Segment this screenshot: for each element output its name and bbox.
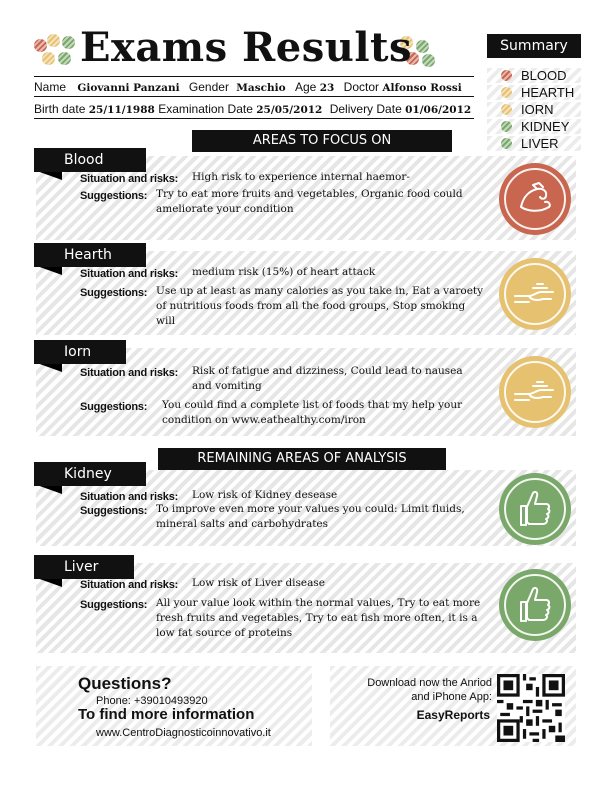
suggestions-text: You could find a complete list of foods that my help your condition on www.eathealthy.com/iron [162, 399, 463, 426]
suggestions-label: Suggestions: [80, 287, 148, 299]
doctor-label: Doctor [343, 80, 380, 94]
thumbs-up-icon [499, 569, 571, 641]
title-dots [34, 34, 78, 68]
thumbs-up-icon [499, 473, 571, 545]
hand-icon [499, 258, 571, 330]
delivery-label: Delivery Date [329, 102, 402, 116]
suggestions-label: Suggestions: [80, 190, 148, 202]
name-value: Giovanni Panzani [77, 82, 180, 94]
summary-item-label: BLOOD [521, 68, 567, 83]
situation-text: medium risk (15%) of heart attack [192, 266, 376, 278]
situation-text: Low risk of Liver disease [192, 577, 326, 589]
section-title-liver: Liver [34, 555, 134, 579]
remaining-banner: REMAINING AREAS OF ANALYSIS [158, 448, 446, 470]
birth-value: 25/11/1988 [88, 104, 155, 116]
section-title-iorn: Iorn [34, 340, 126, 364]
download-text-2: and iPhone App: [411, 691, 492, 703]
gender-value: Maschio [236, 82, 286, 94]
suggestions-text: Try to eat more fruits and vegetables, Organic food could ameliorate your condition [156, 188, 463, 215]
situation-label: Situation and risks: [80, 268, 179, 280]
dot-red [34, 39, 47, 52]
status-circle-iorn [499, 356, 571, 428]
summary-title: Summary [487, 34, 581, 58]
patient-info-row [34, 80, 479, 94]
suggestions-text: All your value look within the normal values, Try to eat more fresh fruits and vegetables, Try to eat fish more often, it is a low fat source of proteins [156, 597, 481, 639]
muscle-icon [499, 163, 571, 235]
questions-heading: Questions? [78, 674, 172, 693]
suggestions-label: Suggestions: [80, 401, 148, 413]
suggestions-label: Suggestions: [80, 505, 148, 517]
section-title-blood: Blood [34, 148, 146, 172]
focus-banner: AREAS TO FOCUS ON [192, 130, 452, 152]
summary-item-label: KIDNEY [521, 119, 570, 134]
exam-value: 25/05/2012 [256, 104, 323, 116]
summary-item-label: LIVER [521, 136, 559, 151]
situation-label: Situation and risks: [80, 367, 179, 379]
situation-label: Situation and risks: [80, 173, 179, 185]
summary-dot-icon [501, 70, 512, 81]
dot-green-3 [416, 40, 429, 53]
age-value: 23 [319, 82, 335, 94]
info-rule-1 [34, 96, 474, 97]
gender-label: Gender [188, 80, 229, 94]
status-circle-kidney [499, 473, 571, 545]
summary-item-liver[interactable] [487, 136, 581, 151]
situation-label: Situation and risks: [80, 491, 179, 503]
dot-green-4 [422, 54, 435, 67]
status-circle-blood [499, 163, 571, 235]
age-label: Age [295, 80, 317, 94]
situation-text: Low risk of Kidney desease [192, 489, 338, 501]
dot-yellow-2 [42, 52, 55, 65]
dot-yellow [47, 34, 60, 47]
name-label: Name [34, 80, 67, 94]
situation-text: High risk to experience internal haemor- [192, 171, 410, 183]
situation-label: Situation and risks: [80, 579, 179, 591]
exam-label: Examination Date [158, 102, 253, 116]
dot-green [62, 36, 75, 49]
download-text-1: Download now the Anriod [367, 677, 492, 689]
info-rule-2 [34, 118, 474, 119]
summary-dot-icon [501, 121, 512, 132]
dates-row [34, 102, 479, 116]
status-circle-hearth [499, 258, 571, 330]
dot-green-2 [58, 52, 71, 65]
summary-item-label: HEARTH [521, 85, 575, 100]
birth-label: Birth date [34, 102, 86, 116]
summary-item-hearth[interactable] [487, 85, 581, 100]
summary-item-kidney[interactable] [487, 119, 581, 134]
hand-icon [499, 356, 571, 428]
summary-dot-icon [501, 104, 512, 115]
summary-item-iorn[interactable] [487, 102, 581, 117]
status-circle-liver [499, 569, 571, 641]
summary-dot-icon [501, 138, 512, 149]
suggestions-label: Suggestions: [80, 599, 148, 611]
situation-text: Risk of fatigue and dizziness, Could lead to nausea and vomiting [192, 365, 463, 392]
suggestions-text: To improve even more your values you could: Limit fluids, mineral salts and carbohydrates [156, 503, 465, 530]
suggestions-text: Use up at least as many calories as you take in, Eat a varoety of nutritious foods from all the food groups, Stop smoking will [156, 285, 484, 327]
doctor-value: Alfonso Rossi [382, 82, 462, 94]
page-title: Exams Results [80, 24, 413, 71]
summary-dot-icon [501, 87, 512, 98]
summary-item-label: IORN [521, 102, 554, 117]
phone-text: Phone: +39010493920 [96, 695, 208, 707]
website-link[interactable]: www.CentroDiagnosticoinnovativo.it [96, 727, 271, 739]
section-title-kidney: Kidney [34, 462, 146, 486]
title-rule [34, 76, 474, 77]
section-title-hearth: Hearth [34, 243, 146, 267]
app-name[interactable]: EasyReports [416, 708, 490, 722]
summary-item-blood[interactable] [487, 68, 581, 83]
delivery-value: 01/06/2012 [405, 104, 472, 116]
more-info-heading: To find more information [78, 706, 255, 723]
qr-code-icon[interactable] [497, 674, 565, 742]
